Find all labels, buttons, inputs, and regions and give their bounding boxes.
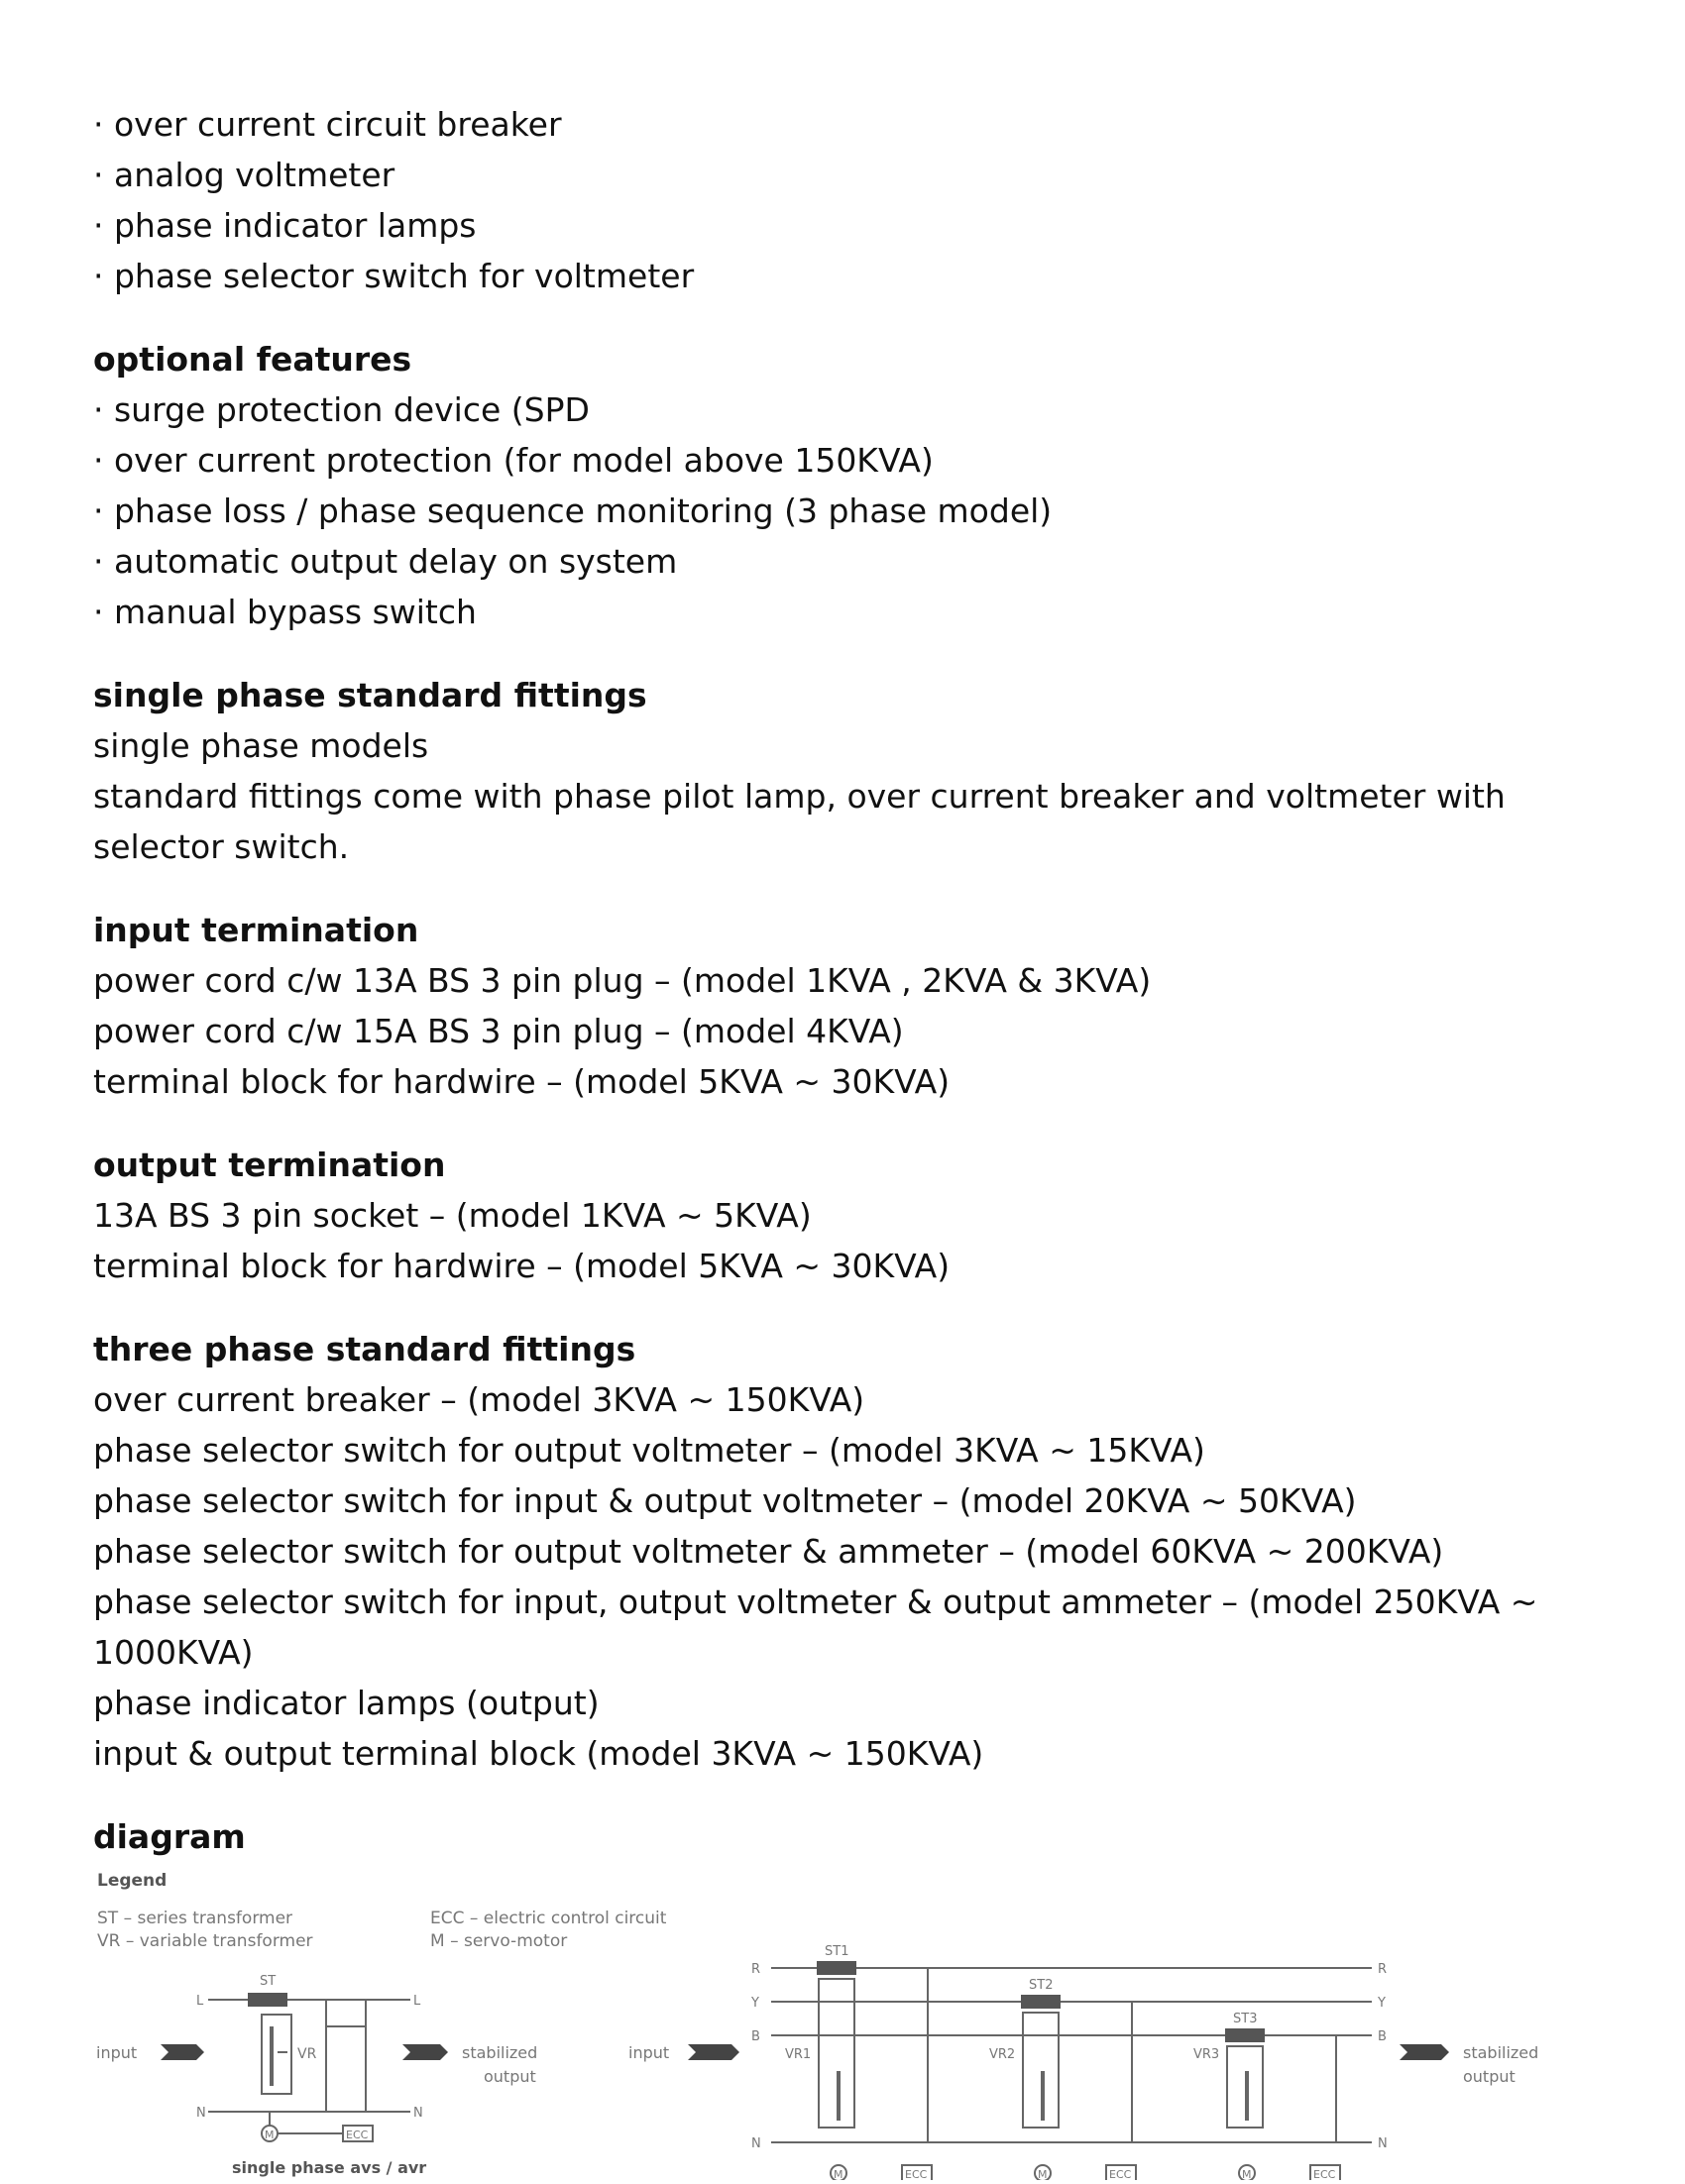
list-item: · analog voltmeter xyxy=(93,156,395,194)
st-label: ST xyxy=(260,1974,277,1989)
l-label: L xyxy=(413,1994,421,2009)
phase-label: Y xyxy=(1378,1996,1386,2011)
phase-label: B xyxy=(751,2029,760,2044)
vr-label: VR xyxy=(297,2046,317,2062)
ecc-label: ECC xyxy=(905,2168,928,2180)
paragraph-line: phase selector switch for input, output voltmeter & output ammeter – (model 250KVA ~ 1000KVA) xyxy=(93,1583,1538,1672)
list-item: · manual bypass switch xyxy=(93,593,477,631)
legend-item: ST – series transformer xyxy=(97,1909,293,1928)
list-item: · automatic output delay on system xyxy=(93,542,678,581)
ecc-label: ECC xyxy=(1313,2168,1336,2180)
list-item: · over current circuit breaker xyxy=(93,105,562,144)
paragraph-line: phase indicator lamps (output) xyxy=(93,1684,600,1722)
phase-label: N xyxy=(1378,2136,1388,2151)
list-item: · over current protection (for model above 150KVA) xyxy=(93,441,934,480)
three-input-label: input xyxy=(628,2043,670,2062)
circuit-diagram xyxy=(93,1868,1620,2180)
l-label: L xyxy=(196,1994,204,2009)
list-item: · phase selector switch for voltmeter xyxy=(93,257,695,295)
single-input-label: input xyxy=(96,2043,138,2062)
paragraph-line: power cord c/w 13A BS 3 pin plug – (model 1KVA , 2KVA & 3KVA) xyxy=(93,961,1152,1000)
paragraph-line: power cord c/w 15A BS 3 pin plug – (model 4KVA) xyxy=(93,1012,904,1050)
phase-label: R xyxy=(751,1962,761,1977)
m-label: M xyxy=(1038,2168,1048,2180)
paragraph-line: terminal block for hardwire – (model 5KVA ~ 30KVA) xyxy=(93,1247,951,1285)
paragraph-line: phase selector switch for output voltmeter – (model 3KVA ~ 15KVA) xyxy=(93,1431,1205,1470)
document-body xyxy=(93,99,1600,1862)
single-caption: single phase avs / avr xyxy=(232,2158,427,2177)
paragraph-line: single phase models xyxy=(93,726,429,765)
vr-label: VR3 xyxy=(1193,2047,1220,2062)
legend-item: M – servo-motor xyxy=(430,1931,568,1951)
phase-label: R xyxy=(1378,1962,1388,1977)
vr-label: VR1 xyxy=(785,2047,812,2062)
paragraph-line: 13A BS 3 pin socket – (model 1KVA ~ 5KVA) xyxy=(93,1196,812,1235)
list-item: · phase loss / phase sequence monitoring (3 phase model) xyxy=(93,491,1053,530)
paragraph-line: phase selector switch for output voltmeter & ammeter – (model 60KVA ~ 200KVA) xyxy=(93,1532,1444,1571)
paragraph-line: phase selector switch for input & output voltmeter – (model 20KVA ~ 50KVA) xyxy=(93,1481,1357,1520)
single-output-label: stabilized xyxy=(462,2043,538,2062)
legend-title: Legend xyxy=(97,1871,168,1891)
st-label: ST1 xyxy=(825,1944,849,1959)
three-phase-circuit xyxy=(688,1961,1449,2180)
single-output-label: output xyxy=(484,2067,536,2086)
legend-item: ECC – electric control circuit xyxy=(430,1909,667,1928)
m-label: M xyxy=(834,2168,843,2180)
m-label: M xyxy=(265,2129,275,2141)
circuit-diagram-svg xyxy=(93,1868,1620,2180)
optional-features-heading: optional features xyxy=(93,340,412,379)
st-label: ST2 xyxy=(1029,1978,1054,1993)
ecc-label: ECC xyxy=(346,2129,369,2141)
vr-label: VR2 xyxy=(989,2047,1016,2062)
three-output-label: output xyxy=(1463,2067,1516,2086)
input-termination-heading: input termination xyxy=(93,911,419,949)
st-label: ST3 xyxy=(1233,2012,1258,2026)
paragraph-line: terminal block for hardwire – (model 5KVA ~ 30KVA) xyxy=(93,1062,951,1101)
three-phase-heading: three phase standard fittings xyxy=(93,1330,636,1368)
paragraph-line: over current breaker – (model 3KVA ~ 150KVA) xyxy=(93,1380,865,1419)
ecc-label: ECC xyxy=(1109,2168,1132,2180)
list-item: · phase indicator lamps xyxy=(93,206,477,245)
m-label: M xyxy=(1242,2168,1252,2180)
output-termination-heading: output termination xyxy=(93,1146,446,1184)
phase-label: N xyxy=(751,2136,761,2151)
three-output-label: stabilized xyxy=(1463,2043,1539,2062)
single-phase-heading: single phase standard fittings xyxy=(93,676,647,714)
paragraph-line: input & output terminal block (model 3KVA ~ 150KVA) xyxy=(93,1734,984,1773)
phase-label: Y xyxy=(751,1996,759,2011)
diagram-heading: diagram xyxy=(93,1817,246,1856)
n-label: N xyxy=(196,2106,206,2121)
list-item: · surge protection device (SPD xyxy=(93,390,590,429)
phase-label: B xyxy=(1378,2029,1387,2044)
legend-item: VR – variable transformer xyxy=(97,1931,313,1951)
n-label: N xyxy=(413,2106,423,2121)
paragraph-line: standard fittings come with phase pilot lamp, over current breaker and voltmeter with selector switch. xyxy=(93,777,1506,866)
top-feature-list xyxy=(93,99,1600,301)
